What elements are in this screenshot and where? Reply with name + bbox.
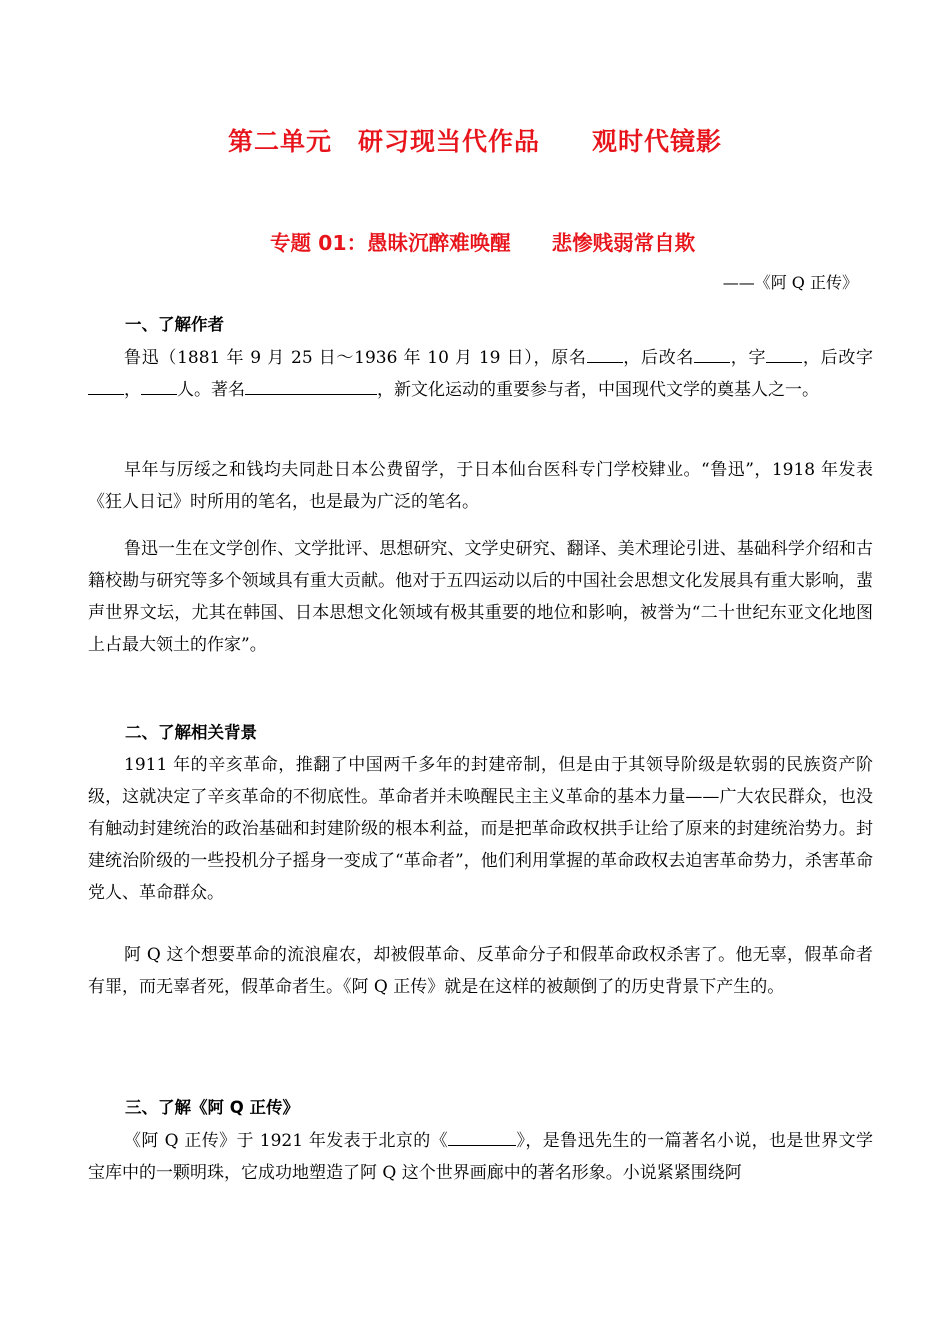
text: ，后改名 xyxy=(622,348,695,368)
fill-blank-newspaper[interactable] xyxy=(448,1125,516,1146)
topic-title: 专题 01：愚昧沉醉难唤醒 悲惨贱弱常自欺 xyxy=(270,231,696,255)
fill-blank-courtesy-name[interactable] xyxy=(766,342,802,363)
unit-title: 第二单元 研习现当代作品 观时代镜影 xyxy=(227,127,722,156)
fill-blank-later-courtesy-name[interactable] xyxy=(88,374,124,395)
fill-blank-title[interactable] xyxy=(245,374,377,395)
text: ， xyxy=(124,380,141,400)
text: ，字 xyxy=(730,348,767,368)
section-heading-novel: 三、了解《阿 Q 正传》 xyxy=(125,1098,300,1117)
author-paragraph-3: 鲁迅一生在文学创作、文学批评、思想研究、文学史研究、翻译、美术理论引进、基础科学介绍和古籍校勘与研究等多个领域具有重大贡献。他对于五四运动以后的中国社会思想文化发展具有重大影响，蜚声世界文坛，尤其在韩国、日本思想文化领域有极其重要的地位和影响，被誉为“二十世纪东亚文化地图上占最大领土的作家”。 xyxy=(88,539,873,655)
text: 人。著名 xyxy=(177,380,245,400)
background-paragraph-2: 阿 Q 这个想要革命的流浪雇农，却被假革命、反革命分子和假革命政权杀害了。他无辜，假革命者有罪，而无辜者死，假革命者生。《阿 Q 正传》就是在这样的被颠倒了的历史背景下产生的。 xyxy=(88,945,873,997)
fill-blank-new-name[interactable] xyxy=(694,342,730,363)
subtitle: ——《阿 Q 正传》 xyxy=(722,273,858,292)
novel-paragraph-1 xyxy=(88,1125,873,1189)
background-paragraph-1: 1911 年的辛亥革命，推翻了中国两千多年的封建帝制，但是由于其领导阶级是软弱的民族资产阶级，这就决定了辛亥革命的不彻底性。革命者并未唤醒民主主义革命的基本力量——广大农民群众，也没有触动封建统治的政治基础和封建阶级的根本利益，而是把革命政权拱手让给了原来的封建统治势力。封建统治阶级的一些投机分子摇身一变成了“革命者”，他们利用掌握的革命政权去迫害革命势力，杀害革命党人、革命群众。 xyxy=(88,755,873,903)
author-paragraph-2: 早年与厉绥之和钱均夫同赴日本公费留学，于日本仙台医科专门学校肄业。“鲁迅”，1918 年发表《狂人日记》时所用的笔名，也是最为广泛的笔名。 xyxy=(88,460,873,512)
fill-blank-original-name[interactable] xyxy=(587,342,623,363)
section-heading-author: 一、了解作者 xyxy=(125,315,224,334)
text: 《阿 Q 正传》于 1921 年发表于北京的《 xyxy=(124,1131,449,1151)
text: 鲁迅（1881 年 9 月 25 日～1936 年 10 月 19 日），原名 xyxy=(124,348,587,368)
text: 》，是鲁迅先生的一篇著名小说，也是世界文学宝库中的一颗明珠，它成功地塑造了阿 Q 这个世界画廊中的著名形象。小说紧紧围绕阿 xyxy=(88,1131,874,1183)
section-heading-background: 二、了解相关背景 xyxy=(125,723,257,742)
text: ，后改字 xyxy=(802,348,874,368)
author-paragraph-1 xyxy=(88,342,873,406)
fill-blank-hometown[interactable] xyxy=(141,374,177,395)
text: ，新文化运动的重要参与者，中国现代文学的奠基人之一。 xyxy=(377,380,819,400)
